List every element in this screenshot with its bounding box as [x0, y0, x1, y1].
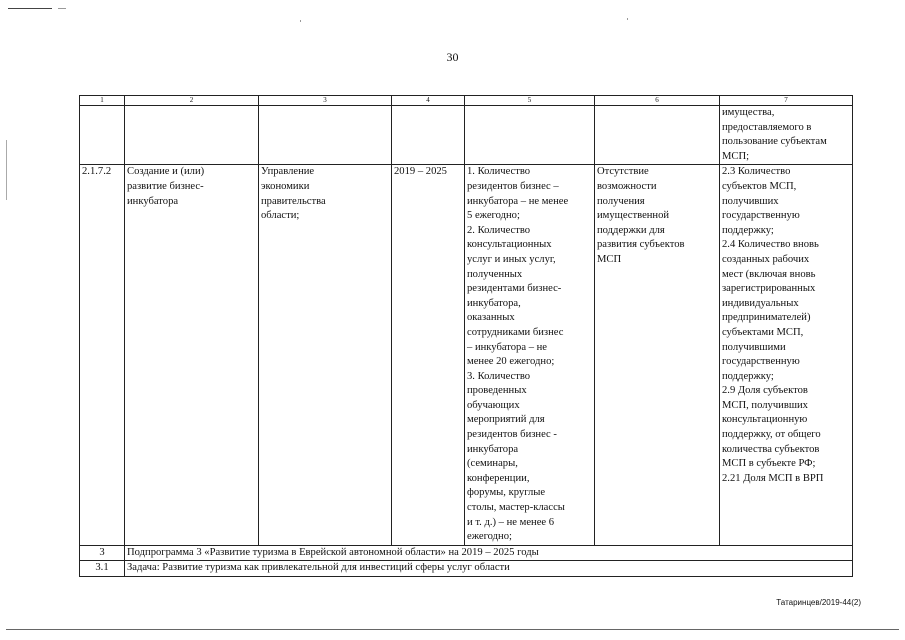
cell-text-line: Отсутствие — [597, 166, 649, 178]
scan-speck — [300, 20, 301, 22]
cell-text-line: имущественной — [597, 210, 670, 222]
cell-text-line: инкубатора – не менее — [467, 195, 569, 207]
column-number: 3 — [259, 96, 392, 106]
program-table — [79, 95, 853, 577]
cell-text-line: – инкубатора – не — [467, 341, 548, 353]
cell-text-line: 1. Количество — [467, 166, 531, 178]
column-number-row — [80, 96, 853, 106]
column-number: 5 — [465, 96, 595, 106]
cell-text-line: индивидуальных — [722, 297, 799, 309]
scan-edge — [6, 140, 7, 200]
cell-text-line: (семинары, — [467, 458, 518, 470]
cell-text-line: конференции, — [467, 472, 530, 484]
cell-text-line: предоставляемого в — [722, 121, 812, 133]
cell-text-line: услуг и иных услуг, — [467, 253, 556, 265]
cell-text-line: Создание и (или) — [127, 166, 205, 178]
cell-text-line: развития субъектов — [597, 239, 685, 251]
cell-text-line: поддержку, от общего — [722, 429, 821, 441]
cell-text-line: 2.3 Количество — [722, 166, 791, 178]
table-cell — [125, 106, 259, 165]
cell-text-line: оказанных — [467, 312, 515, 324]
cell-text-line: МСП, получивших — [722, 399, 808, 411]
cell-text-line: менее 20 ежегодно; — [467, 356, 555, 368]
cell-text-line: имущества, — [722, 107, 775, 118]
cell-text-line: мест (включая вновь — [722, 268, 816, 280]
cell-text-line: поддержку; — [722, 370, 774, 382]
cell-text-line: ежегодно; — [467, 531, 512, 543]
cell-text-line: МСП в субъекте РФ; — [722, 458, 816, 470]
cell-text-line: 2. Количество — [467, 224, 531, 236]
indicator-cell — [720, 106, 853, 165]
cell-text-line: обучающих — [467, 399, 520, 411]
table-cell — [259, 106, 392, 165]
continued-row — [80, 106, 853, 165]
table-cell — [595, 106, 720, 165]
task-code: 3.1 — [80, 561, 125, 577]
column-number: 1 — [80, 96, 125, 106]
cell-text-line: созданных рабочих — [722, 253, 810, 265]
column-number: 7 — [720, 96, 853, 106]
cell-text-line: получения — [597, 195, 645, 207]
column-number: 4 — [392, 96, 465, 106]
executor-cell — [259, 165, 392, 545]
table-cell — [392, 106, 465, 165]
cell-text-line: 2.9 Доля субъектов — [722, 385, 808, 397]
cell-text-line: форумы, круглые — [467, 487, 546, 499]
cell-text-line: сотрудниками бизнес — [467, 326, 564, 338]
cell-text-line: проведенных — [467, 385, 527, 397]
cell-text-line: возможности — [597, 180, 657, 192]
cell-text-line: Управление — [261, 166, 315, 178]
cell-text-line: государственную — [722, 210, 800, 222]
cell-text-line: консультационных — [467, 239, 552, 251]
cell-text-line: развитие бизнес- — [127, 180, 204, 192]
subprogram-title: Подпрограмма 3 «Развитие туризма в Еврейской автономной области» на 2019 – 2025 годы — [125, 545, 853, 561]
cell-text-line: 2.4 Количество вновь — [722, 239, 819, 251]
table-cell — [465, 106, 595, 165]
expected-result-cell — [465, 165, 595, 545]
period-cell: 2019 – 2025 — [392, 165, 465, 545]
bottom-rule — [6, 629, 899, 630]
indicator-cell — [720, 165, 853, 545]
column-number: 2 — [125, 96, 259, 106]
activity-name — [125, 165, 259, 545]
cell-text-line: резидентов бизнес – — [467, 180, 559, 192]
table-cell — [80, 106, 125, 165]
cell-text-line: резидентов бизнес - — [467, 429, 557, 441]
cell-text-line: и т. д.) – не менее 6 — [467, 516, 555, 528]
cell-text-line: полученных — [467, 268, 523, 280]
consequence-cell — [595, 165, 720, 545]
cell-text-line: резидентами бизнес- — [467, 283, 562, 295]
cell-text-line: поддержки для — [597, 224, 665, 236]
scan-mark-dash — [58, 8, 66, 9]
task-row — [80, 561, 853, 577]
cell-text-line: МСП — [597, 253, 622, 265]
cell-text-line: субъектами МСП, — [722, 326, 804, 338]
cell-text-line: области; — [261, 210, 300, 222]
activity-code: 2.1.7.2 — [80, 165, 125, 545]
cell-text-line: зарегистрированных — [722, 283, 816, 295]
cell-text-line: 2.21 Доля МСП в ВРП — [722, 472, 824, 484]
cell-text-line: количества субъектов — [722, 443, 820, 455]
activity-row — [80, 165, 853, 545]
cell-text-line: 3. Количество — [467, 370, 531, 382]
cell-text-line: субъектов МСП, — [722, 180, 797, 192]
task-title: Задача: Развитие туризма как привлекательной для инвестиций сферы услуг области — [125, 561, 853, 577]
subprogram-code: 3 — [80, 545, 125, 561]
cell-text-line: получившими — [722, 341, 786, 353]
cell-text-line: получивших — [722, 195, 779, 207]
cell-text-line: столы, мастер-классы — [467, 502, 565, 514]
cell-text-line: МСП; — [722, 150, 750, 162]
cell-text-line: инкубатора — [467, 443, 519, 455]
cell-text-line: инкубатора, — [467, 297, 521, 309]
cell-text-line: пользование субъектам — [722, 136, 827, 148]
subprogram-row — [80, 545, 853, 561]
cell-text-line: предпринимателей) — [722, 312, 811, 324]
cell-text-line: консультационную — [722, 414, 808, 426]
cell-text-line: правительства — [261, 195, 326, 207]
cell-text-line: инкубатора — [127, 195, 179, 207]
scan-speck — [627, 18, 628, 20]
cell-text-line: государственную — [722, 356, 800, 368]
cell-text-line: поддержку; — [722, 224, 774, 236]
cell-text-line: 5 ежегодно; — [467, 210, 520, 222]
scan-mark-line — [8, 8, 52, 9]
document-code: Татаринцев/2019-44(2) — [776, 598, 861, 607]
column-number: 6 — [595, 96, 720, 106]
cell-text-line: экономики — [261, 180, 310, 192]
cell-text-line: мероприятий для — [467, 414, 545, 426]
page-number: 30 — [446, 50, 459, 64]
